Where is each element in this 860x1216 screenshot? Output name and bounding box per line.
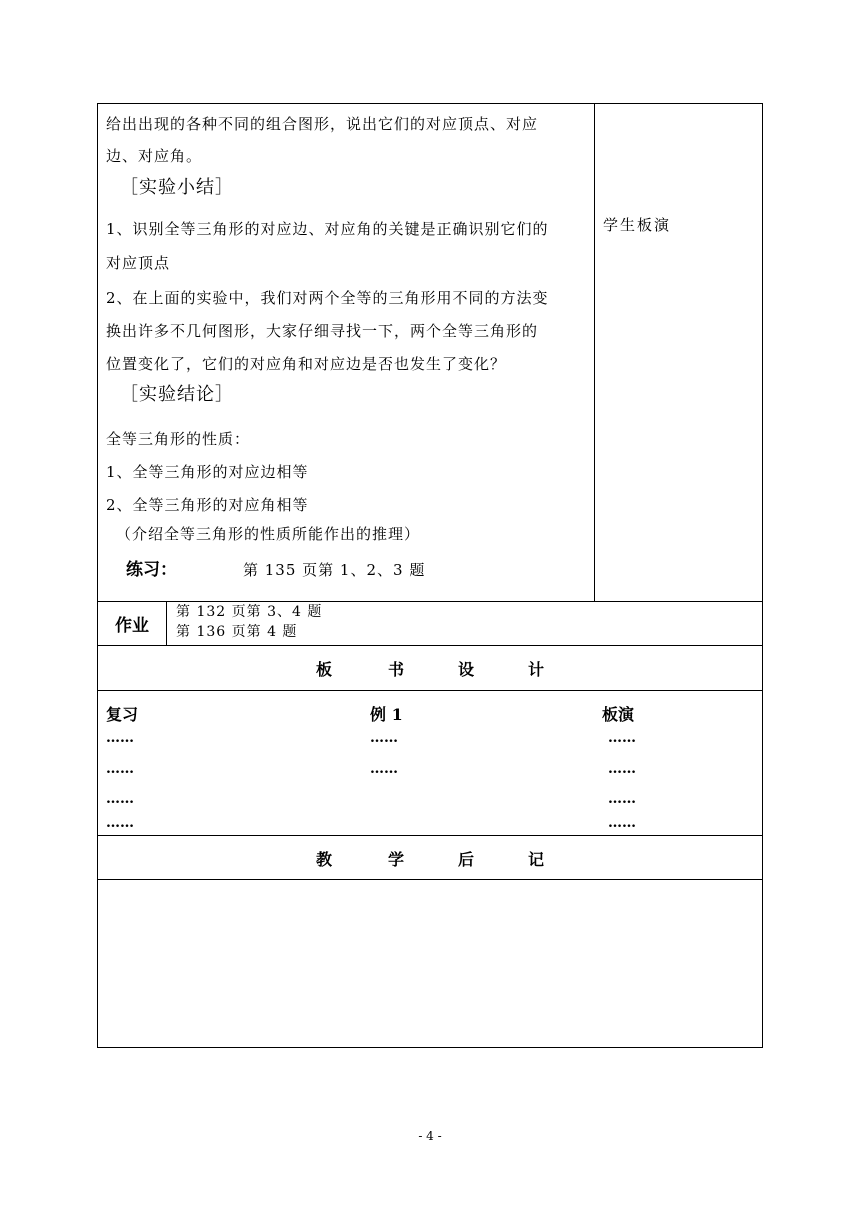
homework-line: 第 136 页第 4 题	[176, 624, 298, 640]
exercise-text: 第 135 页第 1、2、3 题	[243, 561, 426, 579]
post-title-char: 记	[528, 850, 545, 869]
homework-line: 第 132 页第 3、4 题	[176, 604, 323, 620]
board-title-char: 书	[388, 660, 405, 679]
post-title-char: 后	[458, 850, 475, 869]
homework-label: 作业	[98, 601, 167, 645]
board-item: ……	[608, 791, 636, 807]
paragraph-line: 1、识别全等三角形的对应边、对应角的关键是正确识别它们的	[106, 220, 549, 238]
board-design-title	[98, 645, 762, 691]
board-item: ……	[608, 730, 636, 746]
board-column-header: 复习	[106, 705, 139, 724]
main-content-row	[98, 104, 762, 602]
paragraph-line: 1、全等三角形的对应边相等	[106, 463, 309, 481]
board-title-char: 设	[458, 660, 475, 679]
student-board-note: 学生板演	[603, 216, 672, 234]
section-heading-summary: ［实验小结］	[120, 177, 234, 198]
board-item: ……	[370, 761, 398, 777]
notes-cell	[595, 104, 762, 601]
lesson-table	[97, 103, 763, 1048]
post-lesson-notes-area	[98, 879, 762, 1047]
board-title-char: 计	[528, 660, 545, 679]
paragraph-line: 对应顶点	[106, 254, 171, 272]
post-title-char: 教	[316, 850, 333, 869]
board-item: ……	[106, 791, 134, 807]
main-content-cell	[98, 104, 595, 601]
board-item: ……	[370, 730, 398, 746]
page-number: - 4 -	[418, 1129, 442, 1143]
section-heading-conclusion: ［实验结论］	[120, 384, 234, 405]
homework-row	[98, 601, 762, 646]
post-lesson-notes-title	[98, 835, 762, 880]
board-column-header: 板演	[602, 705, 635, 724]
paragraph-line: 给出出现的各种不同的组合图形，说出它们的对应顶点、对应	[106, 115, 539, 133]
board-design-content	[98, 690, 762, 836]
board-item: ……	[106, 761, 134, 777]
paragraph-line: 全等三角形的性质：	[106, 430, 251, 448]
board-column-header: 例 1	[370, 705, 403, 724]
board-item: ……	[106, 730, 134, 746]
board-item: ……	[608, 761, 636, 777]
paragraph-line: 边、对应角。	[106, 147, 203, 165]
exercise-label: 练习：	[126, 560, 177, 580]
board-title-char: 板	[316, 660, 333, 679]
paragraph-line: 2、全等三角形的对应角相等	[106, 496, 309, 514]
paragraph-line: 2、在上面的实验中，我们对两个全等的三角形用不同的方法变	[106, 289, 549, 307]
post-title-char: 学	[388, 850, 405, 869]
paragraph-line: 位置变化了，它们的对应角和对应边是否也发生了变化？	[106, 355, 507, 373]
paragraph-line: （介绍全等三角形的性质所能作出的推理）	[116, 525, 421, 543]
board-item: ……	[608, 815, 636, 831]
board-item: ……	[106, 815, 134, 831]
paragraph-line: 换出许多不几何图形，大家仔细寻找一下，两个全等三角形的	[106, 322, 539, 340]
